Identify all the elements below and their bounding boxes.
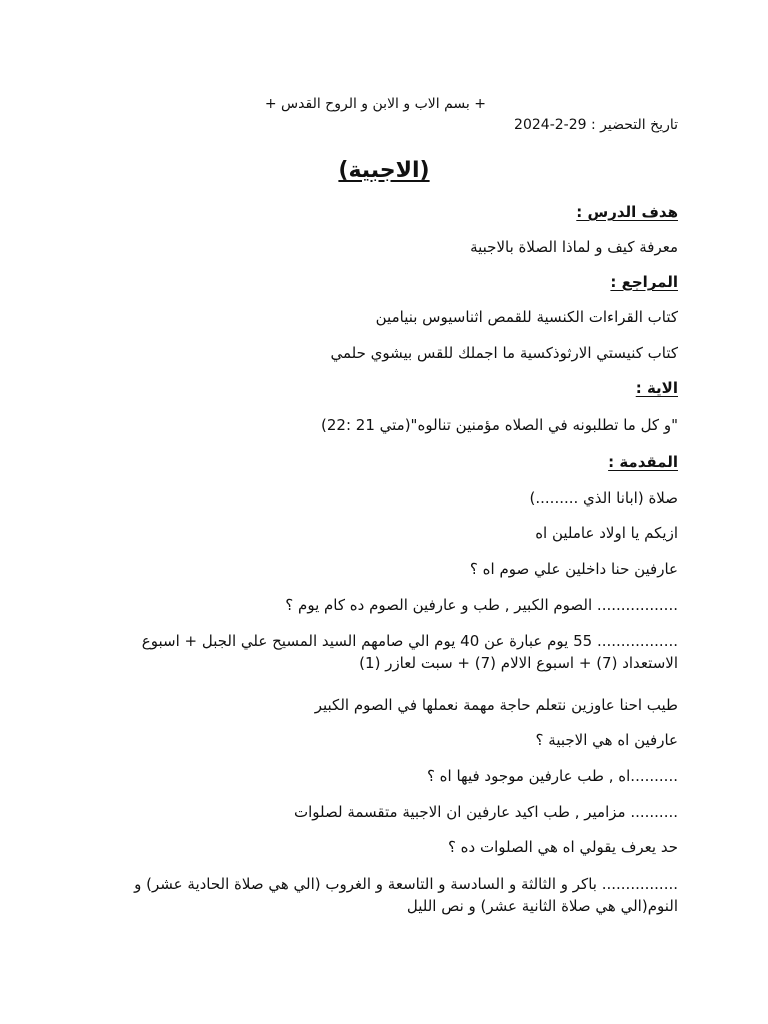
page-title [0, 158, 768, 184]
body-line: .......... مزامير , طب اكيد عارفين ان الاجبية متقسمة لصلوات [293, 803, 678, 821]
body-line: ................. الصوم الكبير , طب و عارفين الصوم ده كام يوم ؟ [285, 596, 678, 614]
goal-heading: هدف الدرس : [576, 203, 678, 221]
intro-heading: المقدمة : [608, 453, 678, 471]
preparation-date: تاريخ التحضير : 29-2-2024 [514, 117, 678, 133]
reference-item: كتاب كنيستي الارثوذكسية ما اجملك للقس بيشوي حلمي [330, 344, 678, 362]
page-title-text: (الاجبية) [338, 158, 430, 183]
verse-heading: الاية : [635, 379, 678, 397]
references-heading: المراجع : [610, 273, 678, 291]
body-line: عارفين حنا داخلين علي صوم اه ؟ [469, 560, 678, 578]
body-paragraph: ................. 55 يوم عبارة عن 40 يوم الي صامهم السيد المسيح علي الجبل + اسبوع الاستعداد (7) + اسبوع الالام (7) + سبت لعازر (1) [141, 632, 678, 672]
body-line: صلاة (ابانا الذي .........) [529, 489, 678, 507]
goal-text: معرفة كيف و لماذا الصلاة بالاجبية [470, 238, 678, 256]
blessing-line: + بسم الاب و الابن و الروح القدس + [264, 96, 486, 112]
body-paragraph: ................ باكر و الثالثة و السادسة و التاسعة و الغروب (الي هي صلاة الحادية عشر) و النوم(الي هي صلاة الثانية عشر) و نص الليل [134, 875, 678, 915]
body-line: طيب احنا عاوزين نتعلم حاجة مهمة نعملها في الصوم الكبير [314, 696, 678, 714]
body-line: عارفين اه هي الاجبية ؟ [535, 731, 678, 749]
verse-text: "و كل ما تطلبونه في الصلاه مؤمنين تنالوه"(متي 21 :22) [321, 416, 678, 434]
body-line: حد يعرف يقولي اه هي الصلوات ده ؟ [447, 838, 678, 856]
body-line: ..........اه , طب عارفين موجود فيها اه ؟ [426, 767, 678, 785]
body-line: ازيكم يا اولاد عاملين اه [535, 524, 678, 542]
reference-item: كتاب القراءات الكنسية للقمص اثناسيوس بنيامين [375, 308, 678, 326]
